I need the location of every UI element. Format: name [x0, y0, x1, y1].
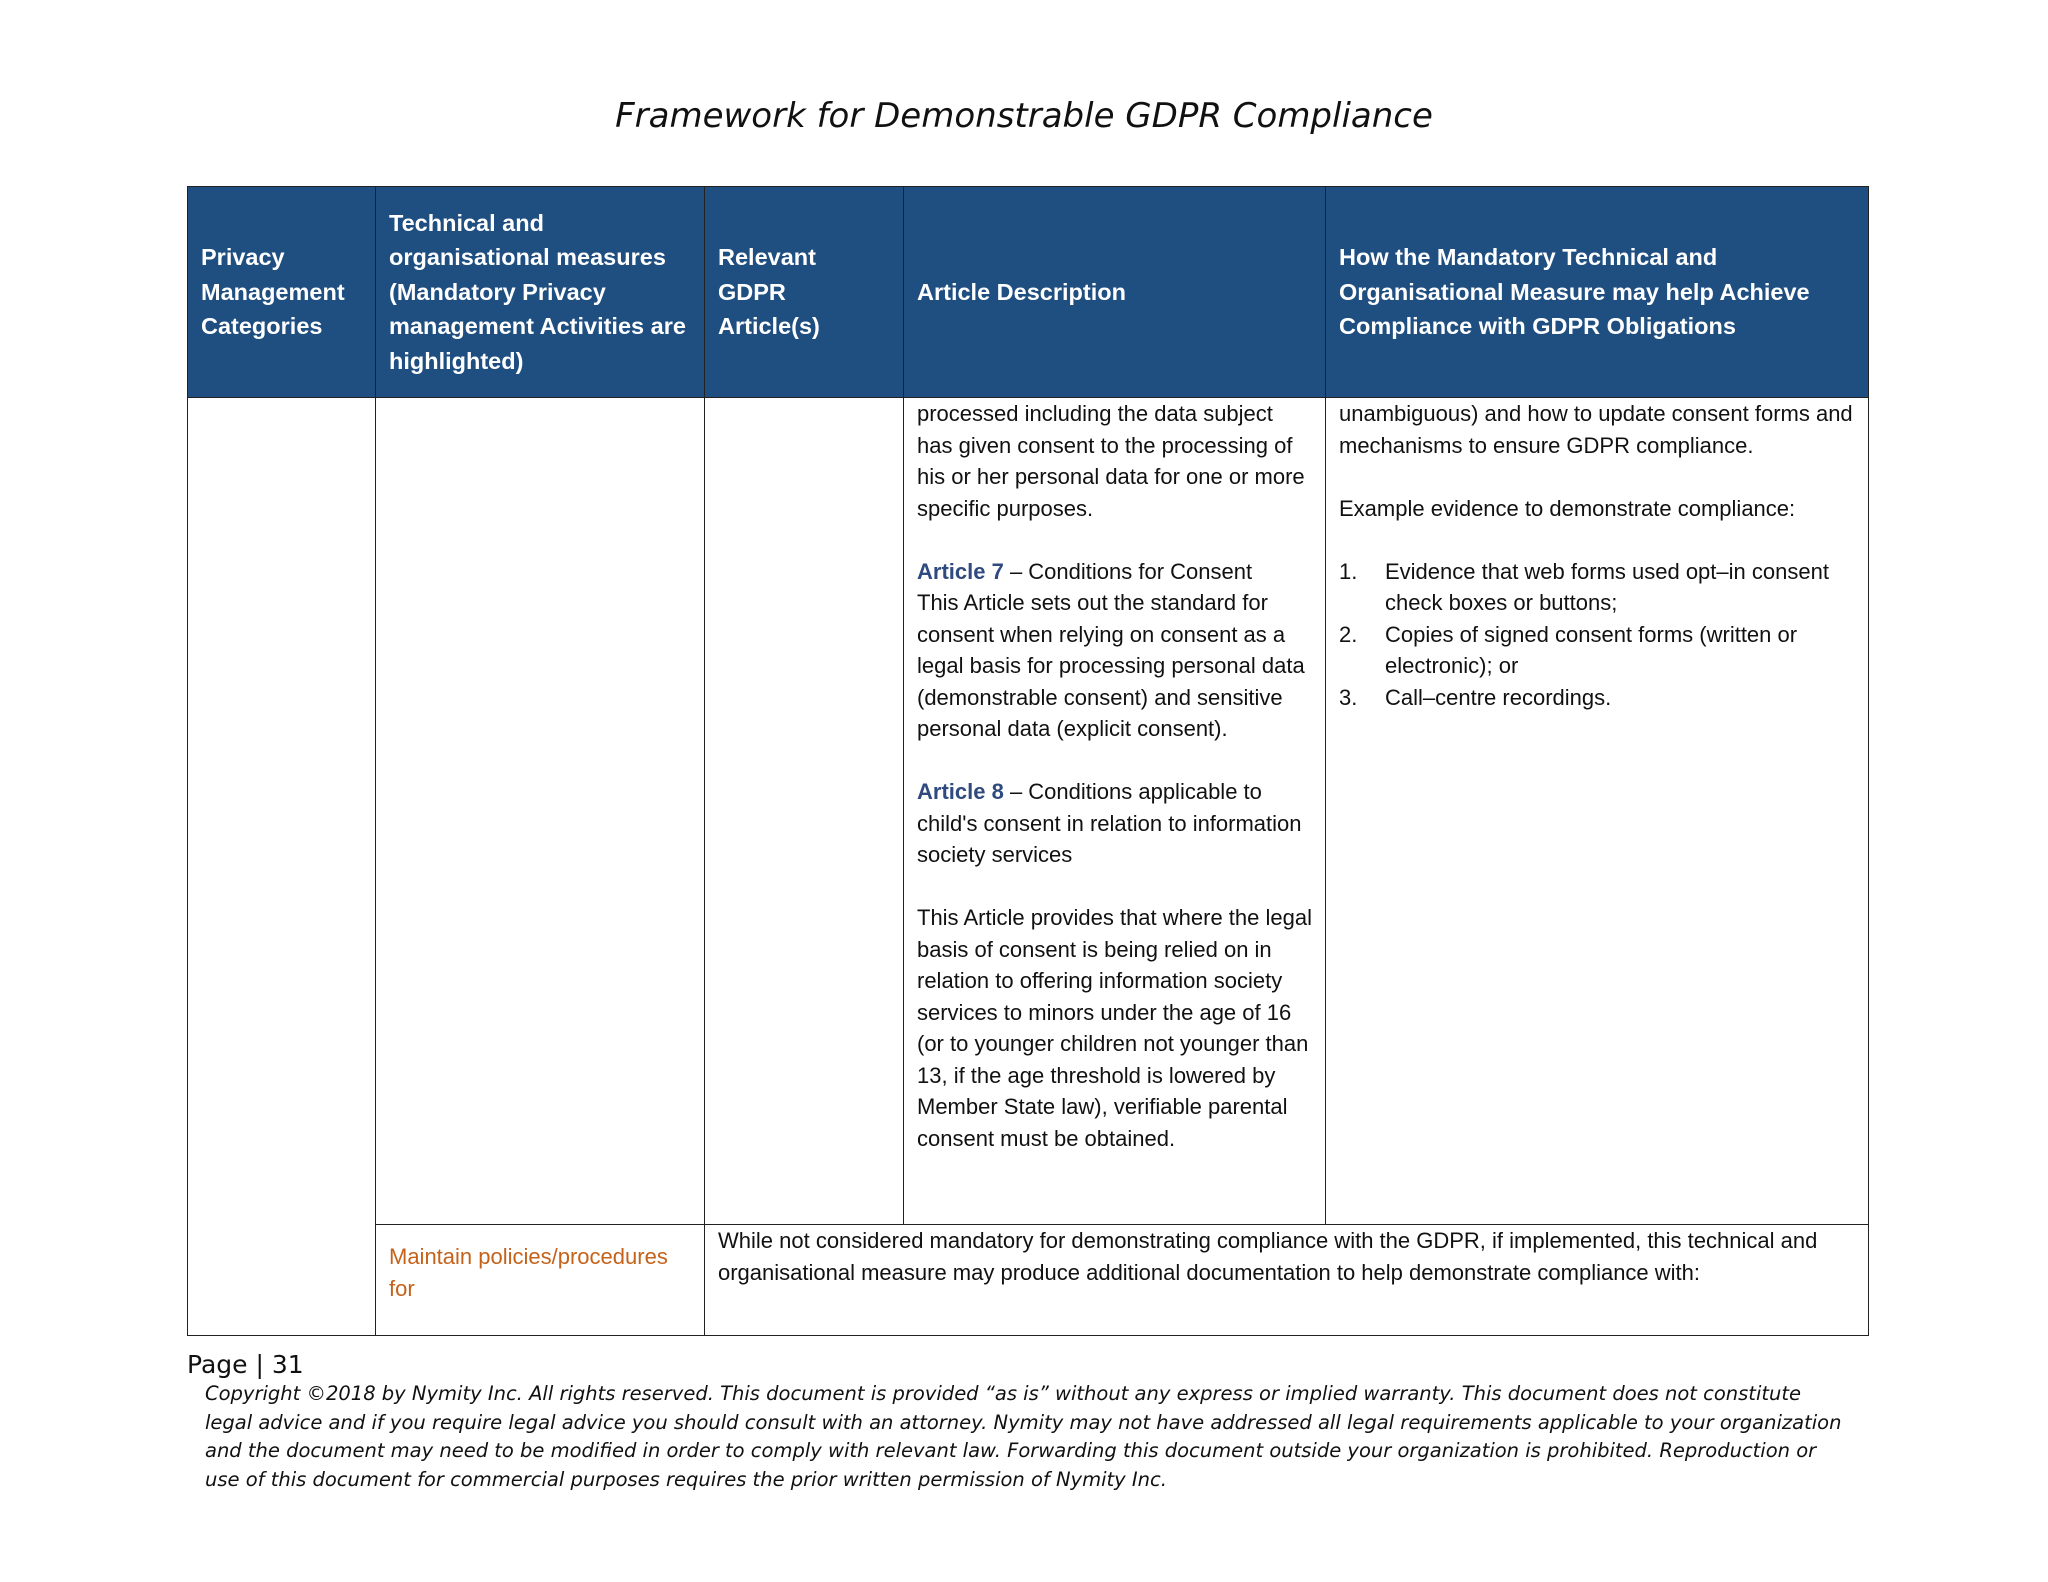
article-7-title: – Conditions for Consent: [1003, 558, 1253, 584]
header-description: Article Description: [904, 187, 1326, 398]
non-mandatory-note: While not considered mandatory for demonstrating compliance with the GDPR, if implemented, this technical and organisational measure may produce additional documentation to help demonstrate compliance with:: [705, 1225, 1869, 1336]
article-8-block: [917, 776, 1312, 871]
description-cell: [904, 398, 1326, 1225]
article-7-text: This Article sets out the standard for consent when relying on consent as a legal basis for processing personal data (demonstrable consent) and sensitive personal data (explicit consent).: [917, 590, 1305, 741]
table-header-row: [188, 187, 1869, 398]
list-item: 1. Evidence that web forms used opt–in consent check boxes or buttons;: [1339, 558, 1829, 615]
evidence-heading: Example evidence to demonstrate compliance:: [1339, 495, 1796, 521]
document-title: Framework for Demonstrable GDPR Compliance: [615, 96, 1433, 136]
article-8-link[interactable]: Article 8: [917, 779, 1004, 804]
header-categories: Privacy Management Categories: [188, 187, 376, 398]
categories-cell: [188, 398, 376, 1336]
how-cell: [1326, 398, 1869, 1225]
list-item: 2. Copies of signed consent forms (written or electronic); or: [1339, 621, 1798, 678]
page-number: Page | 31: [187, 1350, 304, 1379]
measures-cell: [376, 398, 705, 1225]
header-how: How the Mandatory Technical and Organisational Measure may help Achieve Compliance with GDPR Obligations: [1326, 187, 1869, 398]
list-item: 3. Call–centre recordings.: [1339, 684, 1612, 710]
table-row: [188, 1225, 1869, 1336]
evidence-list: [1339, 556, 1855, 714]
how-intro: unambiguous) and how to update consent forms and mechanisms to ensure GDPR compliance.: [1339, 401, 1853, 458]
mandatory-measure-text: Maintain policies/procedures for: [389, 1244, 668, 1301]
measure-maintain-policies: [376, 1225, 705, 1336]
article-8-title: – Conditions applicable to child's consent in relation to information society services: [917, 779, 1302, 867]
article-8-text: This Article provides that where the legal basis of consent is being relied on in relation to offering information society services to minors under the age of 16 (or to younger children not younger than 13, if the age threshold is lowered by Member State law), verifiable parental consent must be obtained.: [917, 905, 1312, 1151]
articles-cell: [705, 398, 904, 1225]
compliance-table: [187, 186, 1869, 1336]
table-row: [188, 398, 1869, 1225]
article-7-block: [917, 556, 1312, 745]
copyright-notice: Copyright ©2018 by Nymity Inc. All rights reserved. This document is provided “as is” without any express or implied warranty. This document does not constitute legal advice and if you require legal advice you should consult with an attorney. Nymity may not have addressed all legal requirements applicable to your organization and the document may need to be modified in order to comply with relevant law. Forwarding this document outside your organization is prohibited. Reproduction or use of this document for commercial purposes requires the prior written permission of Nymity Inc.: [205, 1382, 1842, 1491]
header-articles: Relevant GDPR Article(s): [705, 187, 904, 398]
description-intro: processed including the data subject has given consent to the processing of his or her personal data for one or more specific purposes.: [917, 401, 1305, 521]
header-measures: Technical and organisational measures (Mandatory Privacy management Activities are highlighted): [376, 187, 705, 398]
article-7-link[interactable]: Article 7: [917, 558, 1004, 584]
